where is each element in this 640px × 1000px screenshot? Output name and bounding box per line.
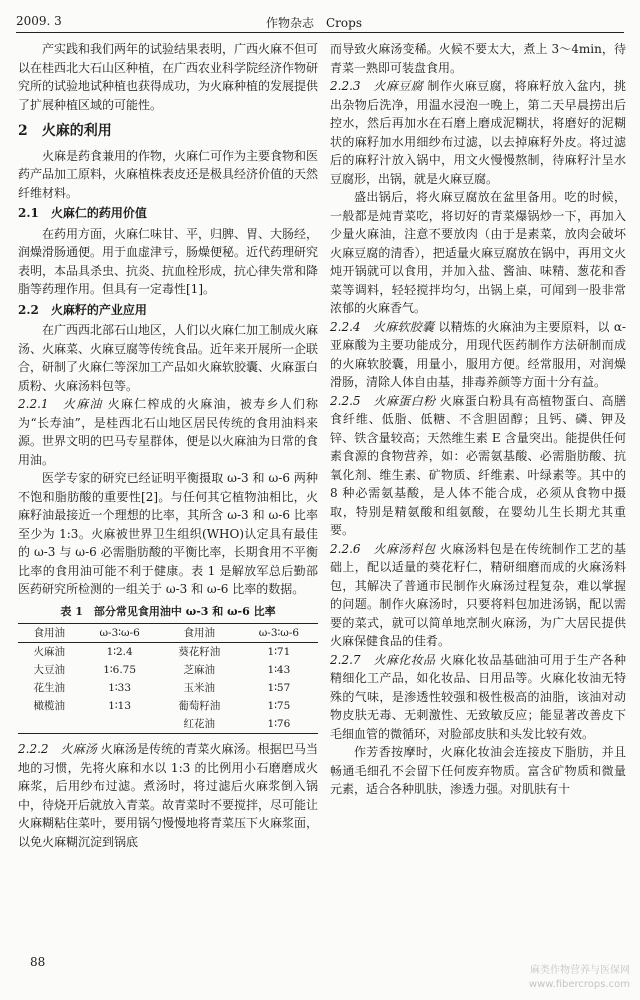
table-row — [18, 643, 318, 662]
section-2-heading: 2 火麻的利用 — [18, 123, 112, 139]
section-2-2-2-text: 火麻汤是传统的青菜火麻汤。根据巴马当地的习惯，先将火麻和水以 1:3 的比例用小石磨磨成火麻浆，后用纱布过滤。煮汤时，将过滤后火麻浆倒入锅中，待烧开后就放入青菜。故青菜时不要搅拌，尽可能让火麻糊粘住菜叶，要用锅勺慢慢地将青菜压下火麻浆面，以免火麻糊沉淀到锅底 — [18, 742, 319, 849]
section-2-2-5-paragraph — [330, 392, 626, 540]
table-cell: 1∶76 — [267, 718, 291, 730]
table-cell: 橄榄油 — [33, 700, 66, 712]
section-2-2-7-text: 火麻化妆品基础油可用于生产各种精细化工产品，如化妆品、日用品等。火麻化妆油无特殊的气味，是渗透性较强和极性极高的油脂，该油对动物皮肤无毒、无刺激性、无致敏反应；能显著改善皮下毛细血管的微循环，对脸部皮肤和头发比较有效。 — [330, 652, 626, 741]
table-cell: 1∶57 — [267, 682, 291, 694]
right-column — [330, 40, 626, 799]
page-number: 88 — [30, 955, 46, 969]
table-header-cell: ω-3∶ω-6 — [258, 627, 300, 639]
section-2-2-3-paragraph — [330, 77, 626, 188]
table-cell: 大豆油 — [33, 664, 66, 676]
section-2-2-3-heading: 2.2.3 火麻豆腐 — [330, 79, 424, 93]
section-2-2-6-paragraph — [330, 540, 626, 651]
table-cell: 1∶2.4 — [106, 646, 133, 658]
section-2-2-4-paragraph — [330, 318, 626, 392]
table-cell: 1∶75 — [267, 700, 291, 712]
table-1 — [18, 603, 318, 735]
table-row — [18, 697, 318, 715]
section-2-2-paragraph: 在广西西北部石山地区，人们以火麻仁加工制成火麻汤、火麻菜、火麻豆腐等传统食品。近年来开展所一企联合，研制了火麻仁等深加工产品如火麻软胶囊、火麻蛋白质粉、火麻汤料包等。 — [18, 323, 319, 393]
table-cell: 1∶6.75 — [103, 664, 137, 676]
table-cell: 1∶43 — [267, 664, 291, 676]
continued-paragraph: 而导致火麻汤变稀。火候不要太大，煮上 3～4min，待青菜一熟即可装盘食用。 — [330, 42, 626, 75]
section-2-2-7-heading: 2.2.7 火麻化妆品 — [330, 652, 436, 667]
section-2-2-2-heading: 2.2.2 火麻汤 — [18, 742, 97, 756]
section-2-2-1-paragraph-2: 医学专家的研究已经证明平衡摄取 ω-3 和 ω-6 两种不饱和脂肪酸的重要性[2]。与任何其它植物油相比，火麻籽油最接近一个理想的比率，其所含 ω-3 和 ω-6 比率至少为 1:3。火麻被世界卫生组织(WHO)认定具有最佳的 ω-3 与 ω-6 必需脂肪酸的平衡比率，长期食用不平衡比率的食用油可能不利于健康。表 1 是解放军总后勤部医药研究所检测的一组关于 ω-3 和 ω-6 比率的数据。 — [18, 471, 318, 596]
section-2-2-5-heading: 2.2.5 火麻蛋白粉 — [330, 393, 436, 408]
table-header-row — [18, 624, 318, 643]
table-cell: 火麻油 — [33, 646, 66, 658]
section-2-2-heading: 2.2 火麻籽的产业应用 — [18, 302, 147, 317]
table-header-cell: 食用油 — [33, 627, 66, 639]
site-watermark — [529, 964, 630, 992]
section-2-1-paragraph: 在药用方面，火麻仁味甘、平，归脾、胃、大肠经，润燥滑肠通便。用于血虚津亏，肠燥便秘。近代药理研究表明，本品具杀虫、抗炎、抗血栓形成，抗心律失常和降脂等药理作用。但具有一定毒性[1]。 — [18, 226, 319, 296]
intro-paragraph: 产实践和我们两年的试验结果表明，广西火麻不但可以在桂西北大石山区种植，在广西农业科学院经济作物研究所的试验地试种植也获得成功，为火麻种植的发展提供了扩展种植区域的可能性。 — [18, 42, 319, 112]
table-cell: 葡萄籽油 — [178, 700, 221, 712]
section-2-paragraph: 火麻是药食兼用的作物，火麻仁可作为主要食物和医药产品加工原料，火麻植株表皮还是极具经济价值的天然纤维材料。 — [18, 148, 319, 200]
table-row — [18, 679, 318, 697]
section-2-2-2-paragraph — [18, 740, 318, 851]
header-rule — [16, 32, 624, 33]
section-2-2-5-text: 火麻蛋白粉具有高植物蛋白、高膳食纤维、低脂、低糖、不含胆固醇；且钙、磷、钾及锌、铁含量较高；天然维生素 E 含量突出。能提供任何素食源的食物营养，如：必需氨基酸、必需脂肪酸、抗氧化剂、维生素、矿物质、纤维素、叶绿素等。其中的 8 种必需氨基酸，是人体不能合成，必须从食物中摄取，特别是精氨酸和组氨酸，在婴幼儿生长期尤其重要。 — [330, 393, 626, 537]
section-2-2-4-heading: 2.2.4 火麻软胶囊 — [330, 319, 435, 334]
page-header — [16, 8, 624, 34]
table-cell: 芝麻油 — [183, 664, 216, 676]
section-2-2-6-heading: 2.2.6 火麻汤料包 — [330, 541, 436, 556]
table-cell: 1∶13 — [108, 700, 132, 712]
table-cell: 葵花籽油 — [178, 646, 221, 658]
table-row — [18, 715, 318, 734]
left-column — [18, 40, 318, 851]
section-2-2-1-text: 火麻仁榨成的火麻油，被寿乡人们称为“长寿油”，是桂西北石山地区居民传统的食用油料来源。世界文明的巴马专星群体，便是以火麻油为日常的食用油。 — [18, 397, 319, 467]
section-2-1-heading: 2.1 火麻仁的药用价值 — [18, 206, 147, 220]
table-cell: 1∶33 — [108, 682, 132, 694]
table-row — [18, 661, 318, 679]
section-2-2-7-paragraph-2: 作芳香按摩时，火麻化妆油会连接皮下脂肪，并且畅通毛细孔不会留下任何废弃物质。富含矿物质和微量元素，适合各种肌肤，渗透力强。对肌肤有十 — [330, 745, 626, 796]
table-header-cell: 食用油 — [183, 627, 216, 639]
section-2-2-4-text: 以精炼的火麻油为主要原料，以 α-亚麻酸为主要功能成分，用现代医药制作方法研制而成的火麻软胶囊，用量小，服用方便。经常服用，对润燥滑肠，清除人体自由基，排毒养颜等方面十分有益。 — [330, 319, 626, 389]
section-2-2-3-text: 制作火麻豆腐，将麻籽放入盆内，挑出杂物后洗净，用温水浸泡一晚上，第二天早晨捞出后控水，然后再加水在石磨上磨成泥糊状，将磨好的泥糊状的麻籽加水用细纱布过滤，以去掉麻籽外皮。将过滤后的麻籽汁放入锅中，用文火慢慢熬制，待麻籽汁呈水豆腐形，出锅，就是火麻豆腐。 — [330, 79, 626, 186]
issue-label: 2009. 3 — [16, 14, 62, 28]
table-1-title: 表 1 部分常见食用油中 ω-3 和 ω-6 比率 — [60, 604, 276, 618]
journal-title: 作物杂志 Crops — [266, 16, 362, 30]
watermark-url: www.fibercrops.com — [528, 979, 630, 990]
section-2-2-7-paragraph — [330, 651, 626, 744]
section-2-2-1-heading: 2.2.1 火麻油 — [18, 397, 103, 411]
section-2-2-6-text: 火麻汤料包是在传统制作工艺的基础上，配以适量的葵花籽仁，精研细磨而成的火麻汤料包，其解决了普通市民制作火麻汤过程复杂，难以掌握的问题。制作火麻汤时，只要将料包加进汤锅，配以需要的菜式，就可以简单地烹制火麻汤，为广大居民提供火麻保健食品的佳肴。 — [330, 541, 626, 648]
table-cell: 红花油 — [183, 718, 216, 730]
table-cell: 1∶71 — [267, 646, 291, 658]
section-2-2-3-paragraph-2: 盛出锅后，将火麻豆腐放在盆里备用。吃的时候，一般都是炖青菜吃，将切好的青菜爆锅炒一下，再加入少量火麻油，注意不要放肉（由于是素菜，放肉会破坏火麻豆腐的清香），把适量火麻豆腐放在锅中，再用文火炖开锅就可以食用，并加入盐、酱油、味精、葱花和香菜等调料，轻轻搅拌均匀，出锅上桌，可闻到一股非常浓郁的火麻香气。 — [330, 190, 626, 315]
table-header-cell: ω-3∶ω-6 — [99, 627, 140, 639]
table-cell: 花生油 — [33, 682, 66, 694]
table-cell: 玉米油 — [183, 682, 216, 694]
watermark-title: 麻类作物营养与医保网 — [530, 965, 630, 976]
table-cell — [81, 715, 159, 734]
table-cell — [18, 715, 81, 734]
oil-ratio-table — [18, 623, 318, 734]
section-2-2-1-paragraph — [18, 395, 318, 469]
